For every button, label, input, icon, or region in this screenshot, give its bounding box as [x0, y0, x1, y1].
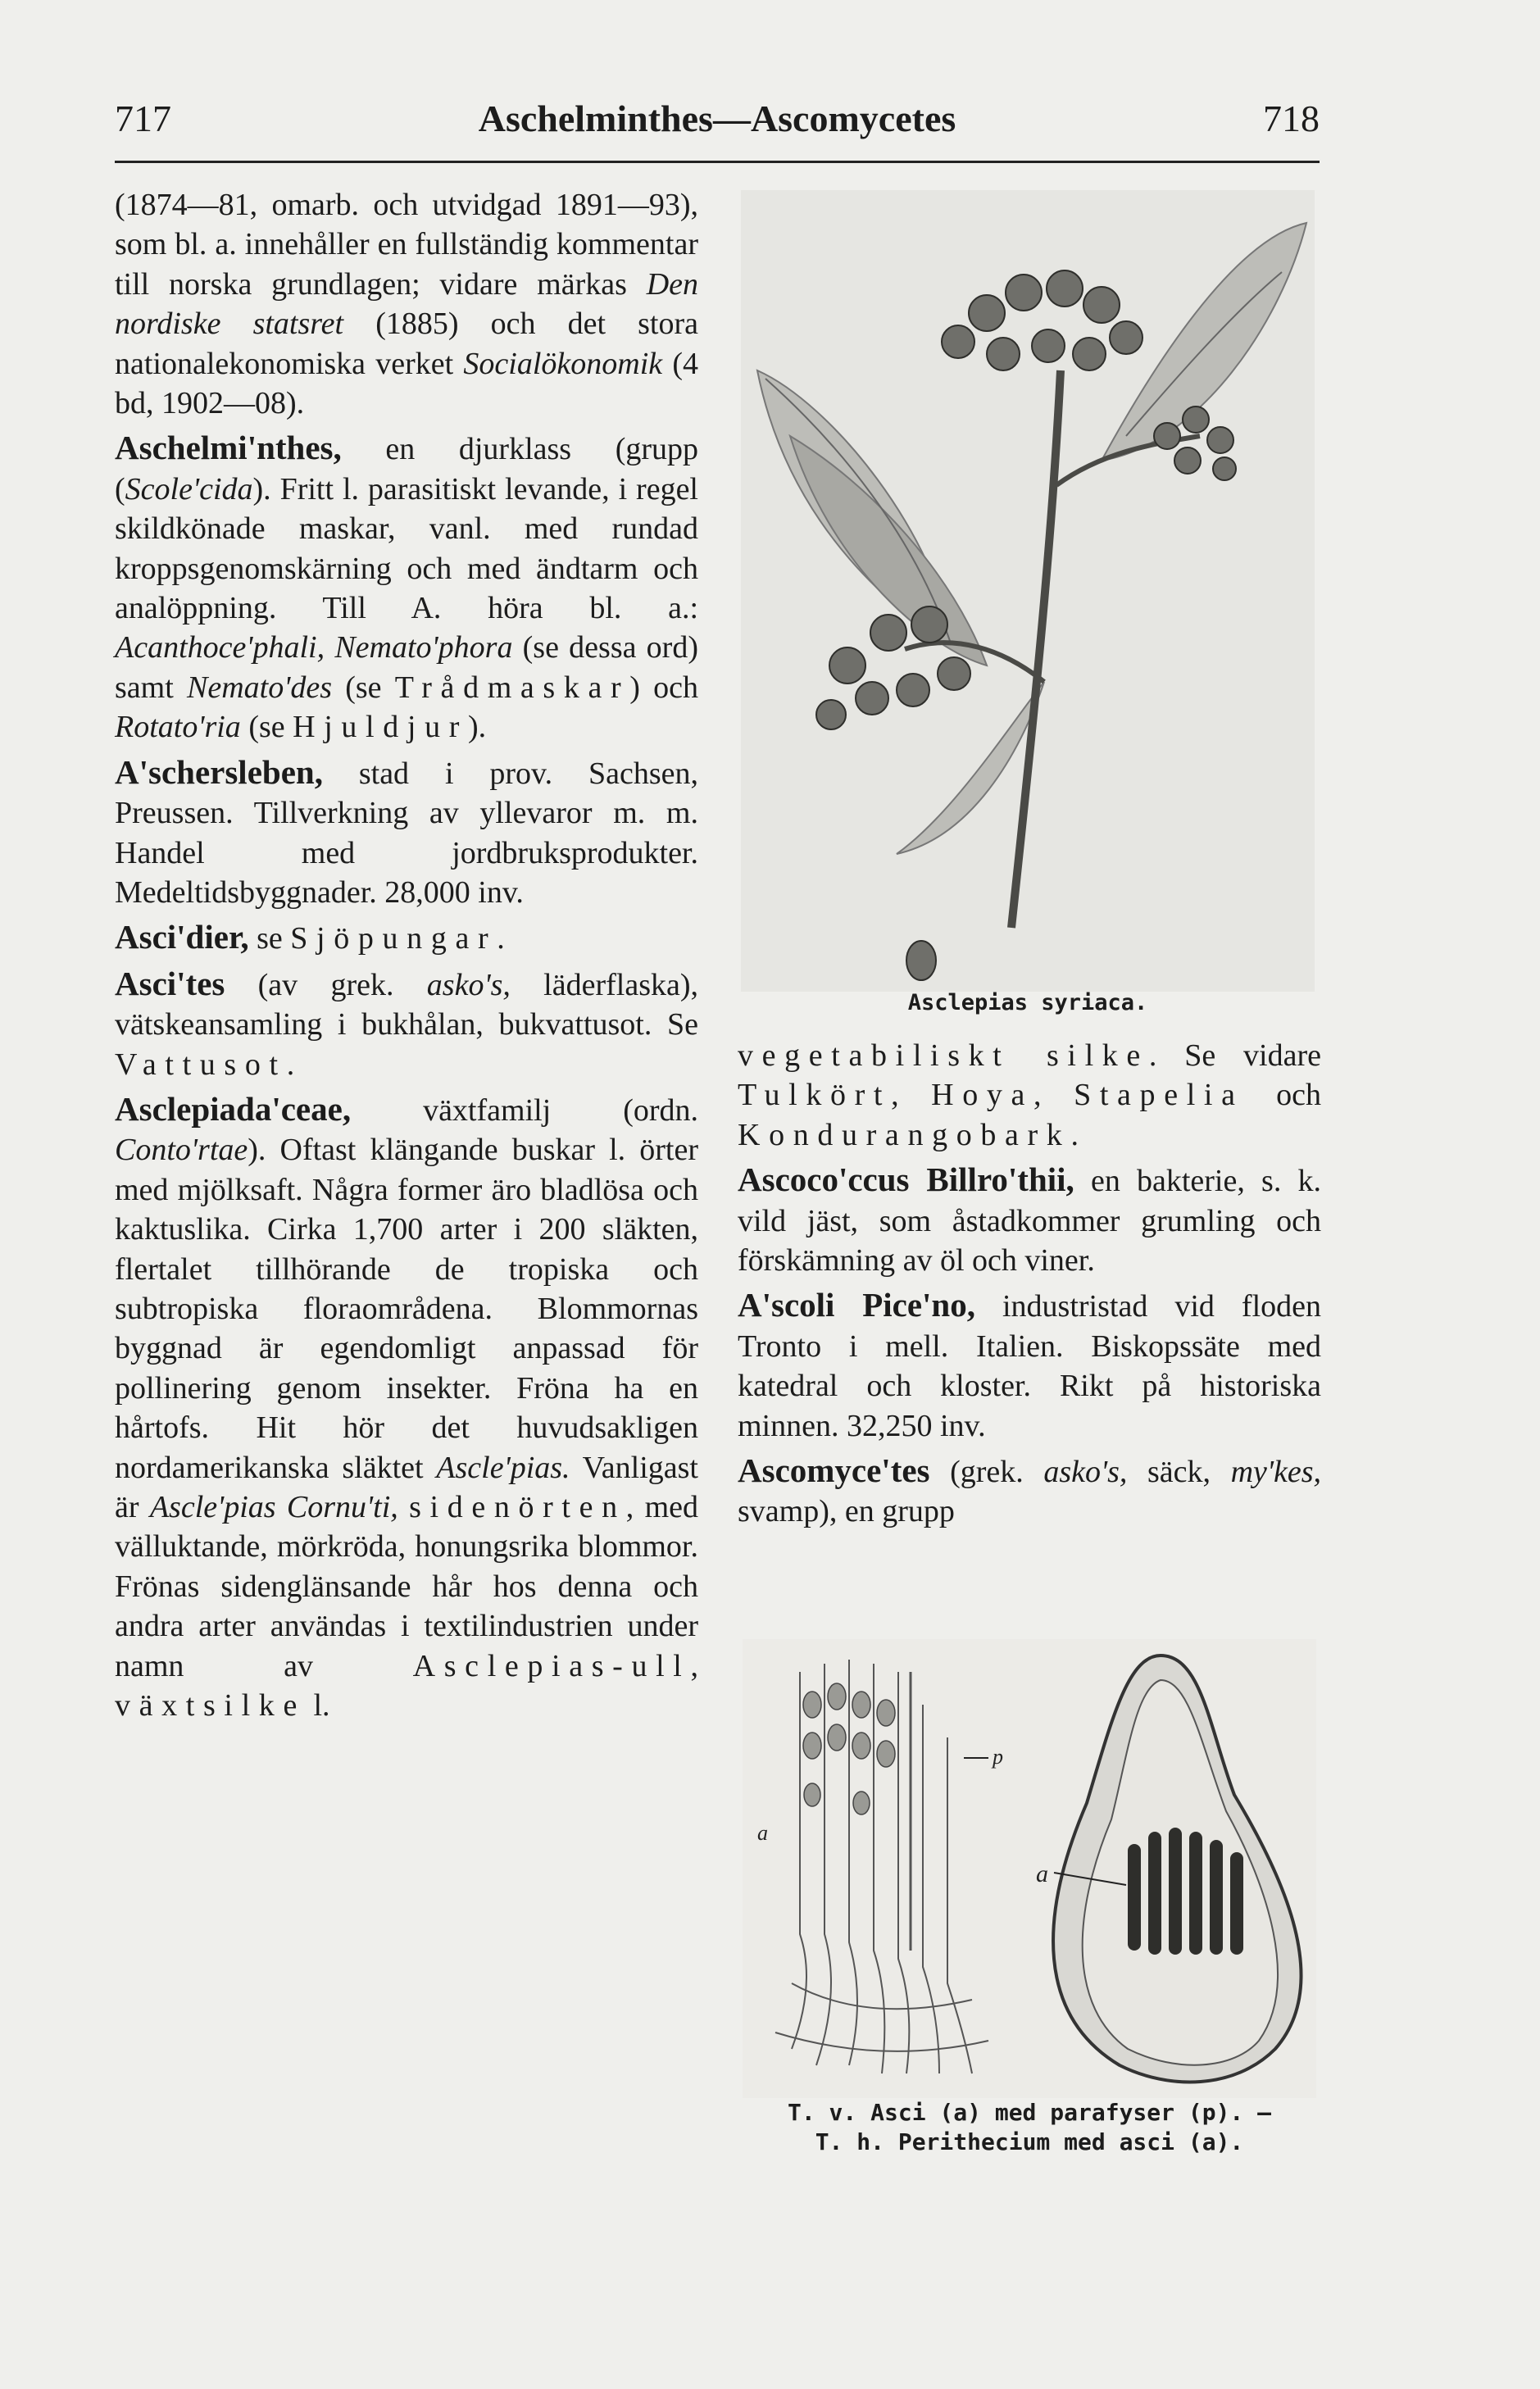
label-a-right: a: [1036, 1860, 1048, 1887]
headword: Ascomyce'tes: [738, 1451, 930, 1490]
entry-ascoli-piceno: A'scoli Pice'no, industristad vid floden Tronto i mell. Italien. Biskopssäte med katedral och kloster. Rikt på historiska minnen. 32,250 inv.: [738, 1286, 1321, 1443]
label-p: p: [993, 1745, 1003, 1769]
entry-aschersleben: A'schersleben, stad i prov. Sachsen, Preussen. Tillverkning av yllevaror m. m. Handel med jordbruksprodukter. Medeltidsbyggnader. 28,000 inv.: [115, 752, 698, 910]
figure2-caption-line2: T. h. Perithecium med asci (a).: [815, 2128, 1244, 2155]
entry-ascomycetes: Ascomyce'tes (grek. asko's, säck, my'kes, svamp), en grupp: [738, 1451, 1322, 1529]
label-a-left: a: [757, 1821, 768, 1845]
right-column: [738, 1036, 1321, 1532]
entry-aschelminthes: Aschelmi'nthes, en djurklass (grupp (Scole'cida). Fritt l. parasitiskt levande, i regel skildkönade maskar, vanl. med rundad kroppsgenomskärning och med ändtarm och analöppning. Till A. höra bl. a.: Acanthoce'phali, Nemato'phora (se dessa ord) samt Nemato'des (se Trådmaskar) och Rotato'ria (se Hjuldjur).: [115, 429, 699, 745]
page-number-left: 717: [115, 98, 171, 139]
running-title: Aschelminthes—Ascomycetes: [478, 98, 956, 139]
asci-perithecium-illustration: [743, 1639, 1316, 2098]
headword: Aschelmi'nthes,: [115, 429, 342, 467]
figure1-caption: Asclepias syriaca.: [907, 990, 1148, 1015]
entry-ascidier: Asci'dier, se Sjöpungar.: [115, 918, 505, 956]
headword: Ascoco'ccus Billro'thii,: [738, 1160, 1074, 1199]
entry-ascococcus: Ascoco'ccus Billro'thii, en bakterie, s. k. vild jäst, som åstadkommer grumling och förskämning av öl och viner.: [738, 1160, 1321, 1279]
entry-continuation-right: vegetabiliskt silke. Se vidare Tulkört, Hoya, Stapelia och Kondurangobark.: [738, 1038, 1322, 1152]
headword: A'schersleben,: [115, 752, 323, 791]
asclepias-drawing: [741, 190, 1315, 992]
asclepias-illustration: [741, 190, 1315, 992]
entry-ascites: Asci'tes (av grek. asko's, läderflaska), vätskeansamling i bukhålan, bukvattusot. Se Vattusot.: [115, 964, 699, 1082]
left-column: [115, 185, 698, 1725]
figure2-caption-line1: T. v. Asci (a) med parafyser (p). —: [787, 2099, 1271, 2126]
entry-asclepiadaceae: Asclepiada'ceae, växtfamilj (ordn. Conto'rtae). Oftast klängande buskar l. örter med mjölksaft. Några former äro bladlösa och kaktuslika. Cirka 1,700 arter i 200 släkten, flertalet tillhörande de tropiska och subtropiska floraområdena. Blommornas byggnad är egendomligt anpassad för pollinering genom insekter. Fröna ha en hårtofs. Hit hör det huvudsakligen nordamerikanska släktet Ascle'pias. Vanligast är Ascle'pias Cornu'ti, sidenörten, med välluktande, mörkröda, honungsrika blommor. Frönas sidenglänsande hår hos denna och andra arter användas i textilindustrien under namn av Asclepias-ull, växtsilke l.: [115, 1089, 699, 1724]
headword: Asclepiada'ceae,: [115, 1089, 352, 1128]
asci-drawing: [743, 1639, 1316, 2098]
header-rule: [115, 161, 1320, 163]
headword: Asci'tes: [115, 964, 225, 1002]
figure2-caption: [743, 2098, 1316, 2157]
headword: Asci'dier,: [115, 918, 249, 956]
headword: A'scoli Pice'no,: [738, 1286, 975, 1324]
entry-continuation: (1874—81, omarb. och utvidgad 1891—93), som bl. a. innehåller en fullständig kommentar till norska grundlagen; vidare märkas Den nordiske statsret (1885) och det stora nationalekonomiska verket Socialökonomik (4 bd, 1902—08).: [115, 188, 699, 421]
page-header: [115, 97, 1320, 154]
page-number-right: 718: [1263, 98, 1320, 139]
